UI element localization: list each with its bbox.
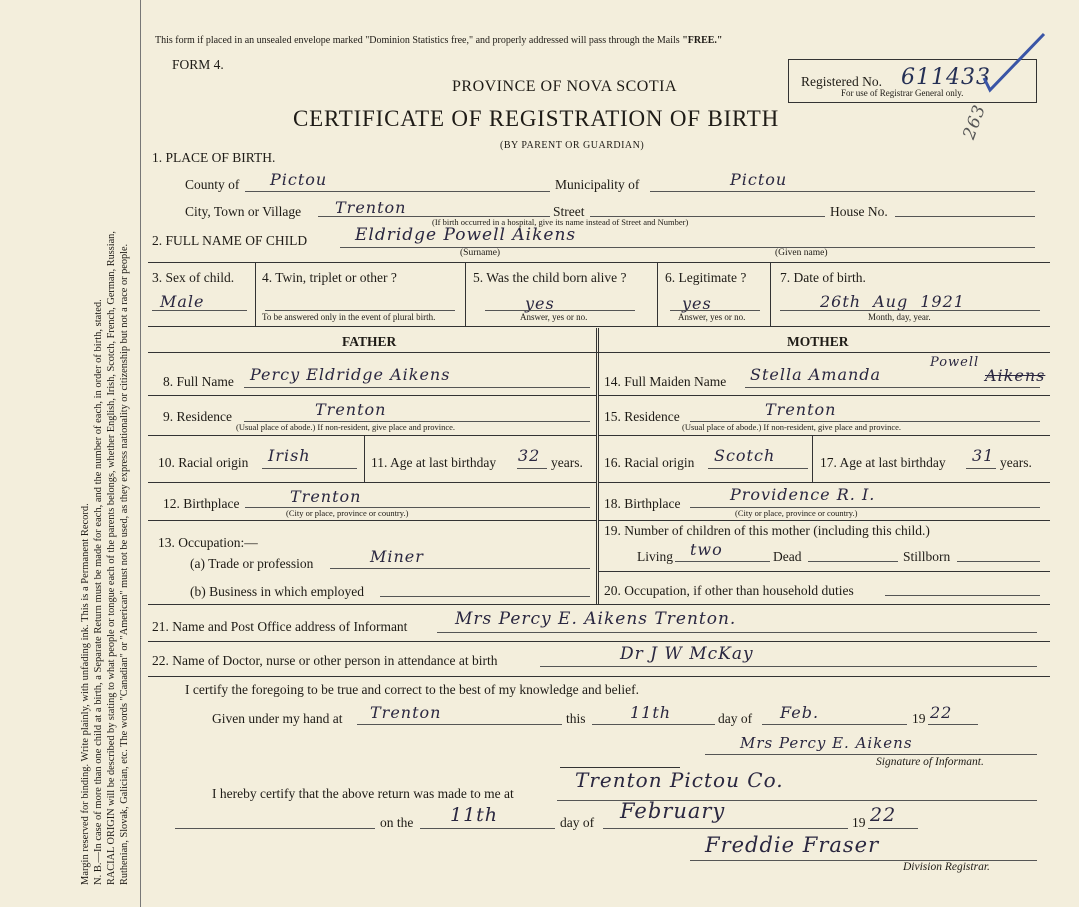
informant-label: 21. Name and Post Office address of Informant <box>152 619 408 634</box>
date-year: 1921 <box>920 292 965 311</box>
informant-signature-label: Signature of Informant. <box>876 756 984 768</box>
mother-birthplace-value: Providence R. I. <box>730 485 876 504</box>
given-place-value: Trenton <box>370 703 442 722</box>
father-residence-label: 9. Residence <box>163 409 232 424</box>
living-label: Living <box>637 549 673 564</box>
margin-note-binding: Margin reserved for binding. Write plainly, with unfading ink. This is a Permanent Record. <box>80 503 91 885</box>
given-label: Given under my hand at <box>212 711 343 726</box>
father-residence-value: Trenton <box>315 400 387 419</box>
mother-maiden-label: 14. Full Maiden Name <box>604 374 727 389</box>
received-day-value: 11th <box>450 804 499 826</box>
registered-number: 611433 <box>901 65 991 90</box>
hospital-note: (If birth occurred in a hospital, give its name instead of Street and Number) <box>432 217 689 227</box>
twin-note: To be answered only in the event of plural birth. <box>262 312 436 322</box>
mother-row-rule-2 <box>599 435 1050 436</box>
doctor-value: Dr J W McKay <box>620 644 754 664</box>
dead-line <box>808 561 898 562</box>
given-place-line <box>357 724 562 725</box>
father-birthplace-label: 12. Birthplace <box>163 496 240 511</box>
county-line <box>245 191 550 192</box>
twin-label: 4. Twin, triplet or other ? <box>262 270 397 285</box>
date-label: 7. Date of birth. <box>780 270 866 285</box>
legitimate-value: yes <box>682 294 712 313</box>
mother-heading: MOTHER <box>787 334 849 349</box>
certificate-title: CERTIFICATE OF REGISTRATION OF BIRTH <box>293 106 780 131</box>
given-name-note: (Given name) <box>775 248 828 258</box>
father-trade-line <box>330 568 590 569</box>
mother-birthplace-label: 18. Birthplace <box>604 496 681 511</box>
father-business-label: (b) Business in which employed <box>190 584 364 599</box>
received-year-prefix: 19 <box>852 815 866 830</box>
received-lead-line <box>175 828 375 829</box>
mother-residence-value: Trenton <box>765 400 837 419</box>
legitimate-label: 6. Legitimate ? <box>665 270 747 285</box>
alive-value: yes <box>525 294 555 313</box>
street-label: Street <box>553 204 585 219</box>
doctor-label: 22. Name of Doctor, nurse or other person in attendance at birth <box>152 653 498 668</box>
registrar-signature: Freddie Fraser <box>705 833 880 857</box>
mother-age-label: 17. Age at last birthday <box>820 455 946 470</box>
mother-age-line <box>966 468 996 469</box>
stillborn-label: Stillborn <box>903 549 951 564</box>
received-day-line <box>420 828 555 829</box>
given-month-line <box>762 724 907 725</box>
received-month-value: February <box>620 799 726 823</box>
mother-maiden-struck: Aikens <box>985 366 1046 385</box>
father-occupation-label: 13. Occupation:— <box>158 535 258 550</box>
margin-note-racial-origin: RACIAL ORIGIN will be described by stating to what people or tongue each of the parents belongs, whether English, Irish, Scotch, French, German, Russian, <box>106 231 117 885</box>
father-row-rule-3 <box>148 482 596 483</box>
county-label: County of <box>185 177 240 192</box>
legitimate-line <box>670 310 760 311</box>
received-label: I hereby certify that the above return was made to me at <box>212 786 514 801</box>
father-business-line <box>380 596 590 597</box>
date-note: Month, day, year. <box>868 312 931 322</box>
given-day-value: 11th <box>630 703 672 722</box>
mother-racial-divider <box>812 435 813 482</box>
parents-center-divider <box>596 328 599 604</box>
municipality-label: Municipality of <box>555 177 640 192</box>
margin-note-racial-origin-cont: Ruthenian, Slovak, Galician, etc. The words "Canadian" or "American" must not be used, as they express nationality or citizenship but not a race or people. <box>119 243 130 885</box>
father-birthplace-note: (City or place, province or country.) <box>286 508 409 518</box>
father-racial-value: Irish <box>268 446 311 465</box>
on-the-label: on the <box>380 815 414 830</box>
city-label: City, Town or Village <box>185 204 302 219</box>
mother-row-rule-4 <box>599 520 1050 521</box>
date-values <box>820 292 965 312</box>
house-line <box>895 216 1035 217</box>
stillborn-line <box>957 561 1040 562</box>
municipality-value: Pictou <box>730 170 788 189</box>
father-age-unit: years. <box>551 455 583 470</box>
father-racial-divider <box>364 435 365 482</box>
envelope-note-text: This form if placed in an unsealed envelope marked "Dominion Statistics free," and properly addressed will pass through the Mails <box>155 35 680 46</box>
county-value: Pictou <box>270 170 328 189</box>
informant-signature-line <box>705 754 1037 755</box>
date-day: 26th <box>820 292 862 311</box>
alive-note: Answer, yes or no. <box>520 312 588 322</box>
received-year-line <box>868 828 918 829</box>
dead-label: Dead <box>773 549 802 564</box>
informant-rule <box>148 641 1050 642</box>
mother-racial-value: Scotch <box>714 446 776 465</box>
father-row-rule-1 <box>148 395 596 396</box>
registrar-signature-label: Division Registrar. <box>903 861 990 873</box>
child-name-value: Eldridge Powell Aikens <box>355 225 577 245</box>
father-racial-line <box>262 468 357 469</box>
mother-racial-label: 16. Racial origin <box>604 455 695 470</box>
row3-divider-3 <box>657 262 658 326</box>
father-birthplace-value: Trenton <box>290 487 362 506</box>
row3-bottom-rule <box>148 326 1050 327</box>
received-place-value: Trenton Pictou Co. <box>575 768 784 792</box>
given-year-line <box>928 724 978 725</box>
certify-statement: I certify the foregoing to be true and correct to the best of my knowledge and belief. <box>185 682 639 697</box>
given-day-line <box>592 724 715 725</box>
mother-maiden-line <box>745 387 1040 388</box>
mother-age-value: 31 <box>972 446 995 465</box>
alive-label: 5. Was the child born alive ? <box>473 270 627 285</box>
alive-line <box>485 310 635 311</box>
mother-racial-line <box>708 468 808 469</box>
stamp-number: 263 <box>959 101 991 143</box>
child-name-label: 2. FULL NAME OF CHILD <box>152 233 308 248</box>
given-month-value: Feb. <box>780 703 820 722</box>
father-row-rule-4 <box>148 520 596 521</box>
living-value: two <box>690 540 723 559</box>
mother-residence-note: (Usual place of abode.) If non-resident, give place and province. <box>682 422 902 432</box>
row3-top-rule <box>148 262 1050 263</box>
province-title: PROVINCE OF NOVA SCOTIA <box>452 78 678 95</box>
sex-line <box>152 310 247 311</box>
father-name-label: 8. Full Name <box>163 374 234 389</box>
father-trade-value: Miner <box>370 547 424 566</box>
twin-line <box>265 310 455 311</box>
living-line <box>675 561 770 562</box>
mother-occupation-line <box>885 595 1040 596</box>
registrar-use-note: For use of Registrar General only. <box>841 88 964 98</box>
mother-age-unit: years. <box>1000 455 1032 470</box>
given-this-label: this <box>566 711 586 726</box>
surname-note: (Surname) <box>460 248 501 258</box>
place-of-birth-heading: 1. PLACE OF BIRTH. <box>152 150 276 165</box>
given-year-value: 22 <box>930 703 953 722</box>
given-day-of-label: day of <box>718 711 753 726</box>
father-residence-note: (Usual place of abode.) If non-resident, give place and province. <box>236 422 456 432</box>
father-age-label: 11. Age at last birthday <box>371 455 497 470</box>
municipality-line <box>650 191 1035 192</box>
free-label: "FREE." <box>682 35 723 46</box>
date-line <box>780 310 1040 311</box>
margin-note-multiple-births: N. B.—In case of more than one child at a birth, a Separate Return must be made for each, and the number of each, in order of birth, stated. <box>93 299 104 885</box>
mother-maiden-value: Stella Amanda <box>750 365 882 384</box>
mother-maiden-insert: Powell <box>930 355 980 370</box>
father-heading: FATHER <box>342 334 397 349</box>
mother-children-label: 19. Number of children of this mother (including this child.) <box>604 523 930 538</box>
father-age-line <box>517 468 547 469</box>
informant-signature: Mrs Percy E. Aikens <box>740 734 913 752</box>
informant-value: Mrs Percy E. Aikens Trenton. <box>455 609 737 629</box>
registered-label: Registered No. <box>801 74 882 89</box>
doctor-line <box>540 666 1037 667</box>
row3-divider-1 <box>255 262 256 326</box>
received-year-value: 22 <box>870 804 897 826</box>
parents-heading-rule <box>148 352 1050 353</box>
certificate-subtitle: (BY PARENT OR GUARDIAN) <box>500 140 645 151</box>
parents-bottom-rule <box>148 604 1050 605</box>
mother-row-rule-5 <box>599 571 1050 572</box>
child-name-line <box>340 247 1035 248</box>
mother-occupation-label: 20. Occupation, if other than household duties <box>604 583 854 598</box>
father-name-line <box>244 387 590 388</box>
mother-row-rule-3 <box>599 482 1050 483</box>
mother-birthplace-note: (City or place, province or country.) <box>735 508 858 518</box>
form-number: FORM 4. <box>172 57 224 72</box>
mother-residence-label: 15. Residence <box>604 409 680 424</box>
date-month: Aug <box>873 292 909 311</box>
margin-rule <box>140 0 141 907</box>
received-month-line <box>603 828 848 829</box>
city-value: Trenton <box>335 198 407 217</box>
row3-divider-4 <box>770 262 771 326</box>
father-row-rule-2 <box>148 435 596 436</box>
father-racial-label: 10. Racial origin <box>158 455 249 470</box>
mother-row-rule-1 <box>599 395 1050 396</box>
father-age-value: 32 <box>518 446 541 465</box>
given-year-prefix: 19 <box>912 711 926 726</box>
doctor-rule <box>148 676 1050 677</box>
legitimate-note: Answer, yes or no. <box>678 312 746 322</box>
informant-line <box>437 632 1037 633</box>
sex-value: Male <box>160 292 205 311</box>
envelope-note <box>155 35 722 46</box>
father-trade-label: (a) Trade or profession <box>190 556 314 571</box>
father-name-value: Percy Eldridge Aikens <box>250 365 451 384</box>
row3-divider-2 <box>465 262 466 326</box>
house-label: House No. <box>830 204 888 219</box>
check-mark-icon <box>980 28 1050 98</box>
received-day-of-label: day of <box>560 815 595 830</box>
sex-label: 3. Sex of child. <box>152 270 235 285</box>
